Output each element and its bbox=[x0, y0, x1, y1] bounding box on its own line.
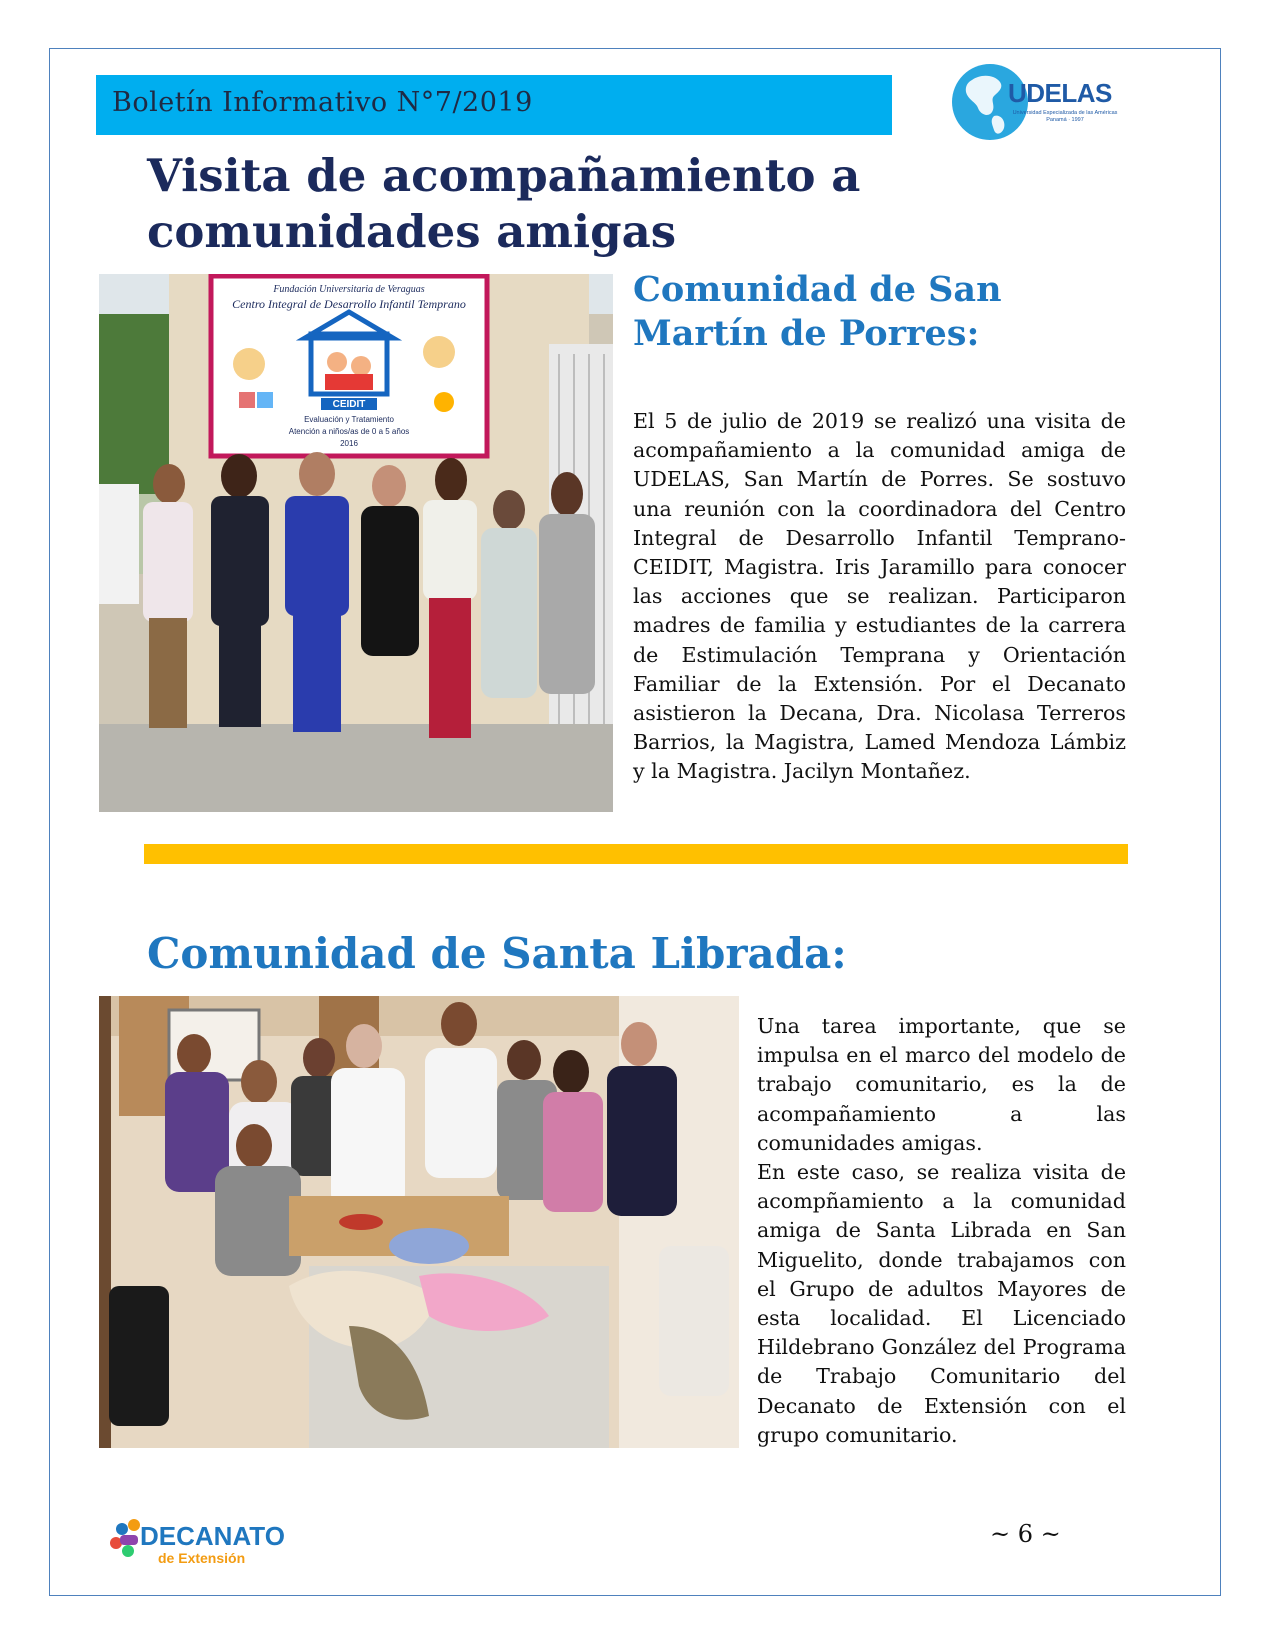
decanato-logo-sub: de Extensión bbox=[158, 1550, 246, 1566]
sign-line3: Evaluación y Tratamiento bbox=[304, 415, 394, 424]
sign-year: 2016 bbox=[340, 439, 358, 448]
sign-line2: Centro Integral de Desarrollo Infantil Temprano bbox=[232, 297, 466, 311]
section2-paragraph1: Una tarea importante, que se impulsa en el marco del modelo de trabajo comunitario, es la de acompañamiento a las comunidades amigas. bbox=[757, 1014, 1126, 1155]
udelas-logo-text: UDELAS bbox=[1008, 78, 1112, 108]
photo-santa-librada-group bbox=[99, 996, 739, 1448]
yellow-divider bbox=[144, 844, 1128, 864]
bulletin-title: Boletín Informativo N°7/2019 bbox=[112, 87, 533, 118]
section2-body bbox=[757, 1012, 1126, 1450]
decanato-logo bbox=[106, 1515, 296, 1570]
section1-body: El 5 de julio de 2019 se realizó una visita de acompañamiento a la comunidad amiga de UDELAS, San Martín de Porres. Se sostuvo una reunión con la coordinadora del Centro Integral de Desarrollo Infantil Temprano-CEIDIT, Magistra. Iris Jaramillo para conocer las acciones que se realizan. Participaron madres de familia y estudiantes de la carrera de Estimulación Temprana y Orientación Familiar de la Extensión. Por el Decanato asistieron la Decana, Dra. Nicolasa Terreros Barrios, la Magistra, Lamed Mendoza Lámbiz y la Magistra. Jacilyn Montañez. bbox=[633, 409, 1126, 784]
header-bar bbox=[96, 75, 892, 135]
section2-title: Comunidad de Santa Librada: bbox=[147, 929, 847, 978]
page-number: ~ 6 ~ bbox=[990, 1520, 1061, 1548]
sign-line4: Atención a niños/as de 0 a 5 años bbox=[288, 427, 410, 436]
decanato-logo-main: DECANATO bbox=[140, 1521, 285, 1551]
sign-line1: Fundación Universitaria de Veraguas bbox=[273, 284, 425, 295]
page-title: Visita de acompañamiento a comunidades amigas bbox=[147, 149, 861, 258]
section1-title: Comunidad de San Martín de Porres: bbox=[633, 269, 1002, 354]
photo-ceidit-group bbox=[99, 274, 613, 812]
section2-paragraph2: En este caso, se realiza visita de acompñamiento a la comunidad amiga de Santa Librada en San Miguelito, donde trabajamos con el Grupo de adultos Mayores de esta localidad. El Licenciado Hildebrano González del Programa de Trabajo Comunitario del Decanato de Extensión con el grupo comunitario. bbox=[757, 1160, 1126, 1447]
udelas-logo-subtitle: Universidad Especializada de las Américas Panamá · 1997 bbox=[1012, 110, 1118, 123]
sign-acronym: CEIDIT bbox=[332, 399, 366, 410]
